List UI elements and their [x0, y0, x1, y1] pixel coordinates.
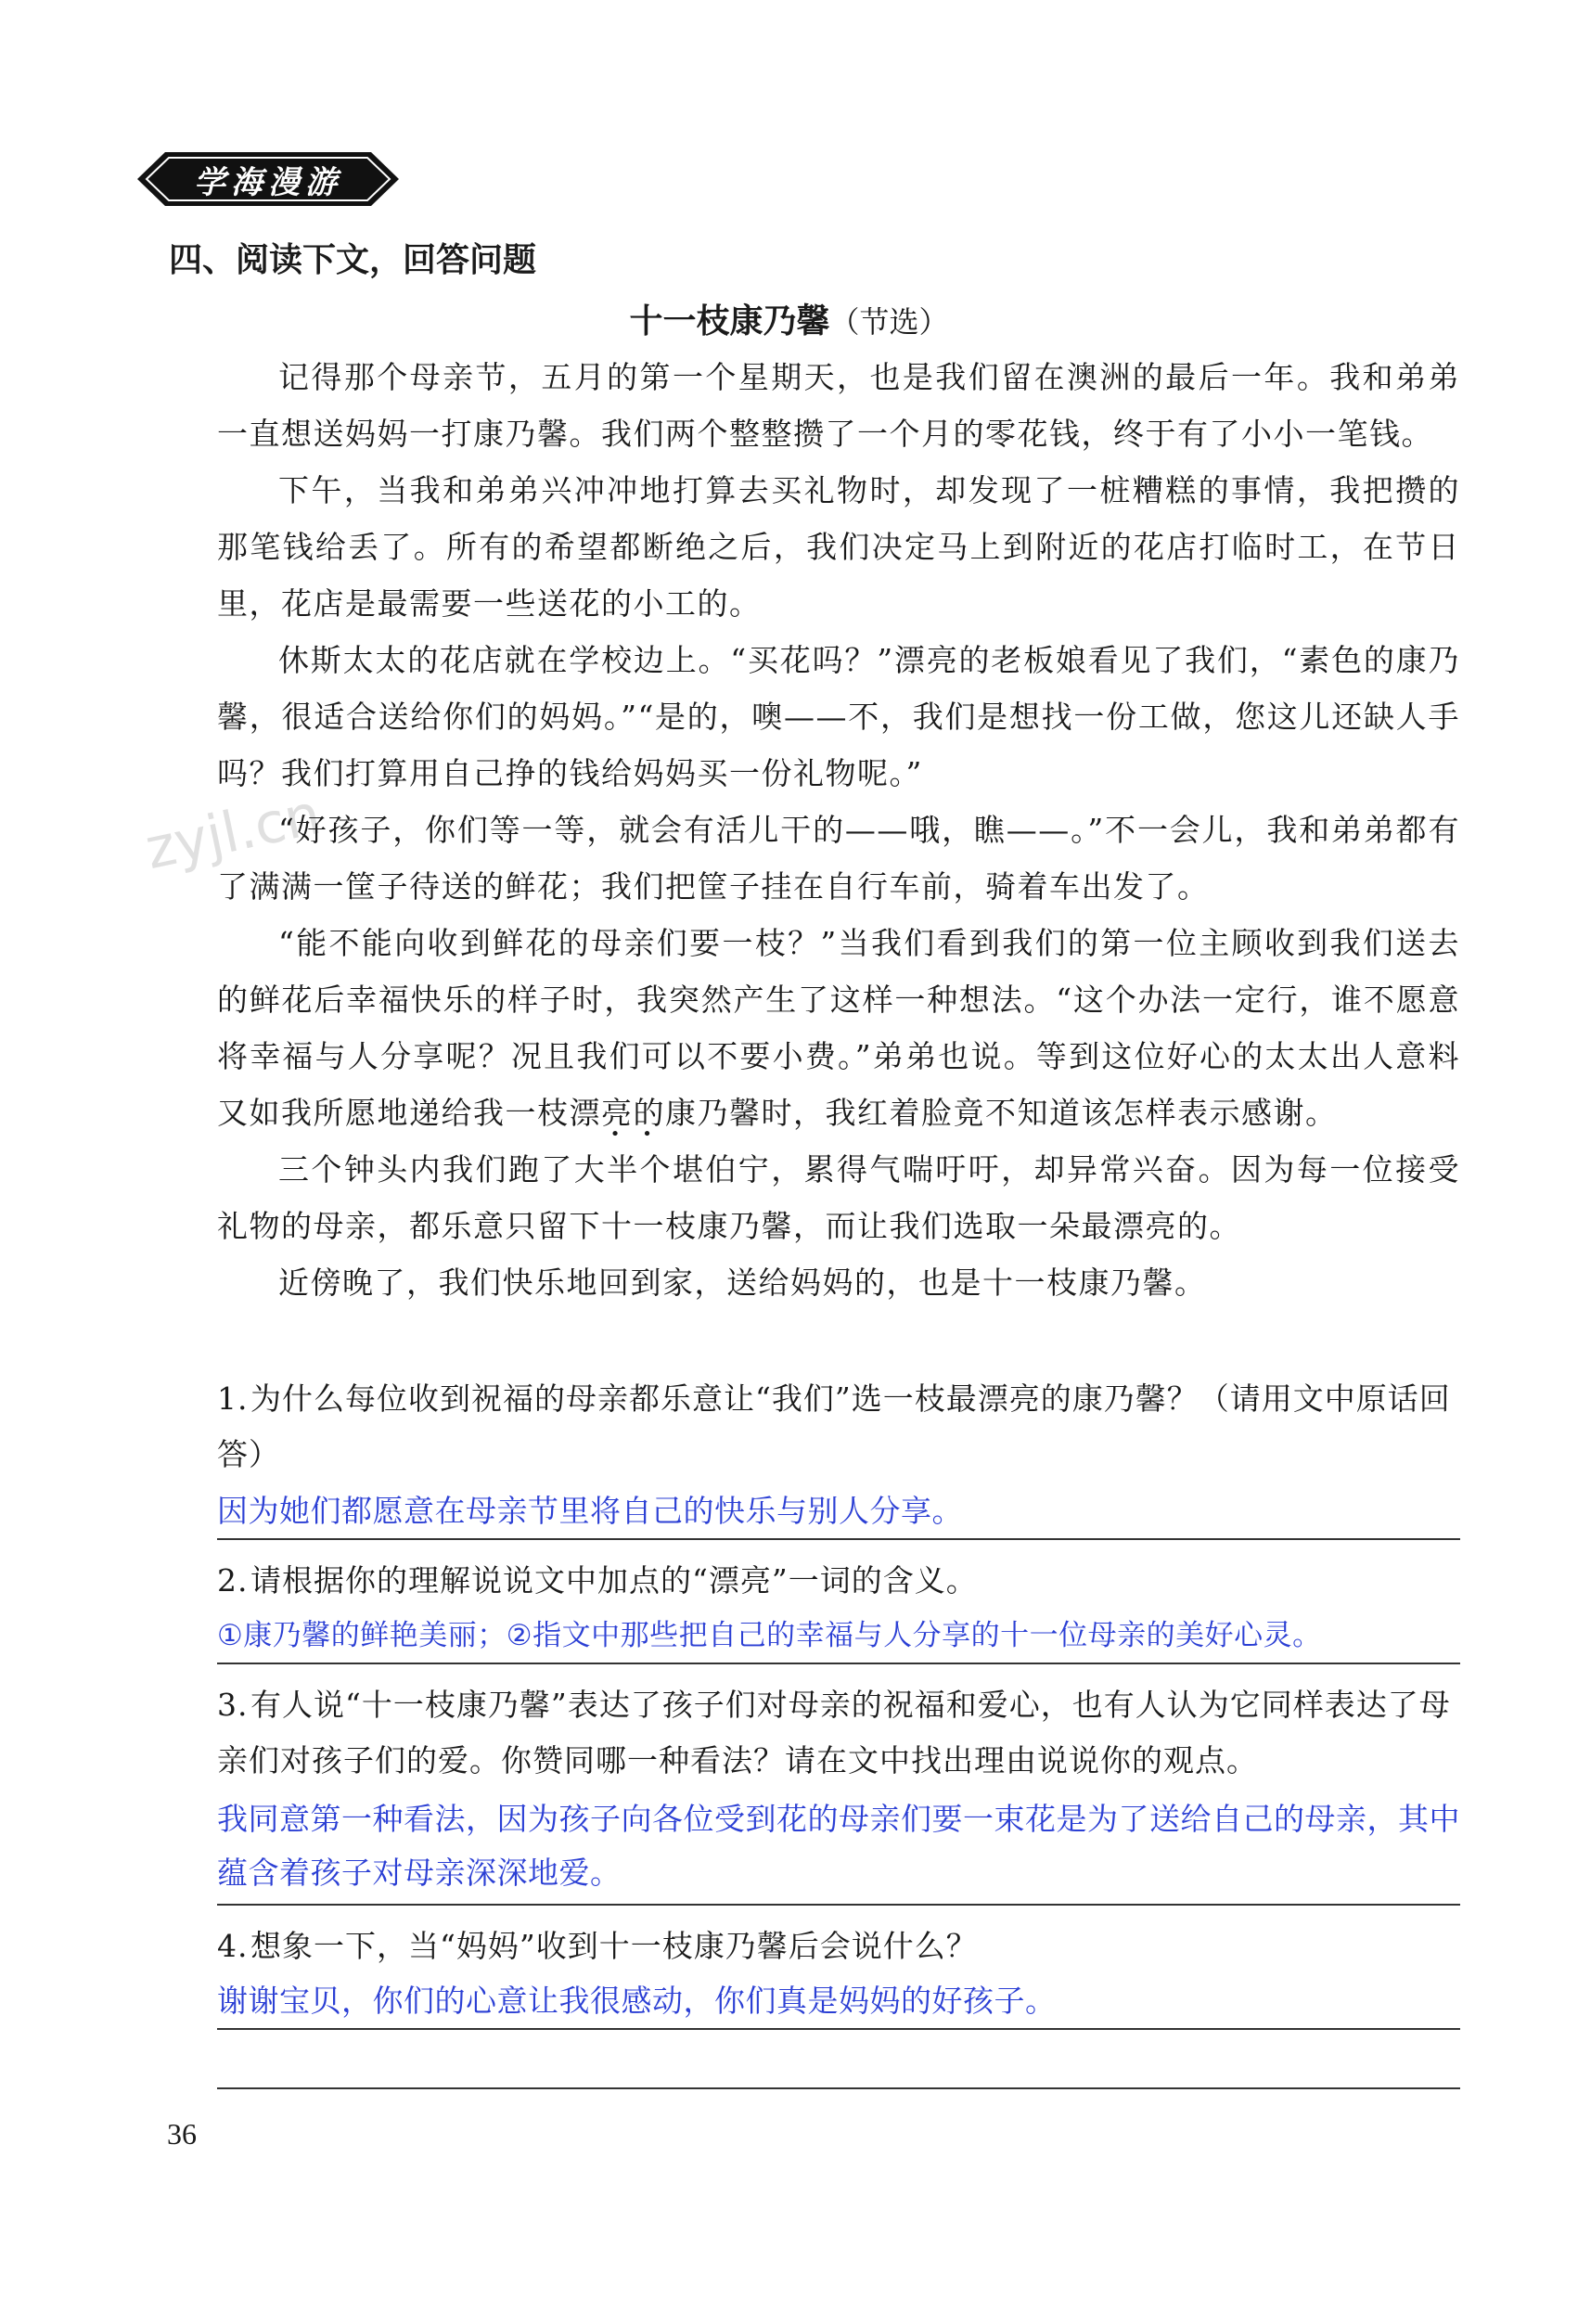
question-3-number: 3. [217, 1687, 249, 1723]
question-4 [217, 1919, 1460, 1974]
question-3-text: 有人说“十一枝康乃馨”表达了孩子们对母亲的祝福和爱心，也有人认为它同样表达了母亲们对孩子们的爱。你赞同哪一种看法？请在文中找出理由说说你的观点。 [217, 1687, 1451, 1778]
question-2-text: 请根据你的理解说说文中加点的“漂亮”一词的含义。 [250, 1562, 978, 1599]
article-title [0, 295, 1578, 342]
question-3 [217, 1677, 1460, 1789]
question-4-text: 想象一下，当“妈妈”收到十一枝康乃馨后会说什么？ [250, 1928, 978, 1964]
answer-4: 谢谢宝贝，你们的心意让我很感动，你们真是妈妈的好孩子。 [217, 1983, 1057, 2019]
question-1 [217, 1371, 1460, 1483]
answer-line [217, 1538, 1460, 1540]
question-2 [217, 1553, 1460, 1609]
section-badge [137, 148, 399, 210]
section-title: 四、阅读下文，回答问题 [169, 241, 537, 279]
paragraph-5-text-b: 的康乃馨时，我红着脸竟不知道该怎样表示感谢。 [633, 1095, 1338, 1131]
question-1-number: 1. [217, 1380, 249, 1417]
paragraph-2: 下午，当我和弟弟兴冲冲地打算去买礼物时，却发现了一桩糟糕的事情，我把攒的那笔钱给丢了。所有的希望都断绝之后，我们决定马上到附近的花店打临时工，在节日里，花店是最需要一些送花的小工的。 [217, 472, 1460, 622]
paragraph-7: 近傍晚了，我们快乐地回到家，送给妈妈的，也是十一枝康乃馨。 [278, 1265, 1207, 1301]
emphasis-char-1: 漂 [569, 1095, 601, 1131]
question-2-number: 2. [217, 1562, 249, 1599]
page-number: 36 [167, 2117, 197, 2151]
question-1-text: 为什么每位收到祝福的母亲都乐意让“我们”选一枝最漂亮的康乃馨？（请用文中原话回答） [217, 1380, 1451, 1472]
question-4-number: 4. [217, 1928, 249, 1964]
emphasis-char-2: 亮 [601, 1095, 634, 1131]
article-title-subtitle: （节选） [829, 304, 949, 340]
badge-label: 学海漫游 [194, 163, 342, 201]
answer-line [217, 1663, 1460, 1664]
answer-line [217, 1904, 1460, 1906]
answer-3: 我同意第一种看法，因为孩子向各位受到花的母亲们要一束花是为了送给自己的母亲，其中蕴含着孩子对母亲深深地爱。 [217, 1801, 1460, 1891]
answer-line-blank [217, 2087, 1460, 2089]
answer-1: 因为她们都愿意在母亲节里将自己的快乐与别人分享。 [217, 1493, 963, 1529]
paragraph-4: “好孩子，你们等一等，就会有活儿干的——哦，瞧——。”不一会儿，我和弟弟都有了满满一筐子待送的鲜花；我们把筐子挂在自行车前，骑着车出发了。 [217, 812, 1460, 905]
answer-line [217, 2028, 1460, 2030]
paragraph-5-text-a: “能不能向收到鲜花的母亲们要一枝？”当我们看到我们的第一位主顾收到我们送去的鲜花后幸福快乐的样子时，我突然产生了这样一种想法。“这个办法一定行，谁不愿意将幸福与人分享呢？况且我们可以不要小费。”弟弟也说。等到这位好心的太太出人意料又如我所愿地递给我一枝 [217, 925, 1460, 1131]
questions-section [217, 1371, 1460, 2089]
article-title-main: 十一枝康乃馨 [629, 302, 830, 340]
paragraph-6: 三个钟头内我们跑了大半个堪伯宁，累得气喘吁吁，却异常兴奋。因为每一位接受礼物的母亲，都乐意只留下十一枝康乃馨，而让我们选取一朵最漂亮的。 [217, 1151, 1460, 1244]
paragraph-5 [217, 915, 1460, 1141]
paragraph-3: 休斯太太的花店就在学校边上。“买花吗？”漂亮的老板娘看见了我们，“素色的康乃馨，很适合送给你们的妈妈。”“是的，噢——不，我们是想找一份工做，您这儿还缺人手吗？我们打算用自己挣的钱给妈妈买一份礼物呢。” [217, 642, 1460, 791]
watermark: zyjl.cn [139, 781, 327, 883]
paragraph-1: 记得那个母亲节，五月的第一个星期天，也是我们留在澳洲的最后一年。我和弟弟一直想送妈妈一打康乃馨。我们两个整整攒了一个月的零花钱，终于有了小小一笔钱。 [217, 359, 1460, 452]
article-body [217, 349, 1460, 1311]
answer-2: ①康乃馨的鲜艳美丽；②指文中那些把自己的幸福与人分享的十一位母亲的美好心灵。 [217, 1619, 1322, 1652]
